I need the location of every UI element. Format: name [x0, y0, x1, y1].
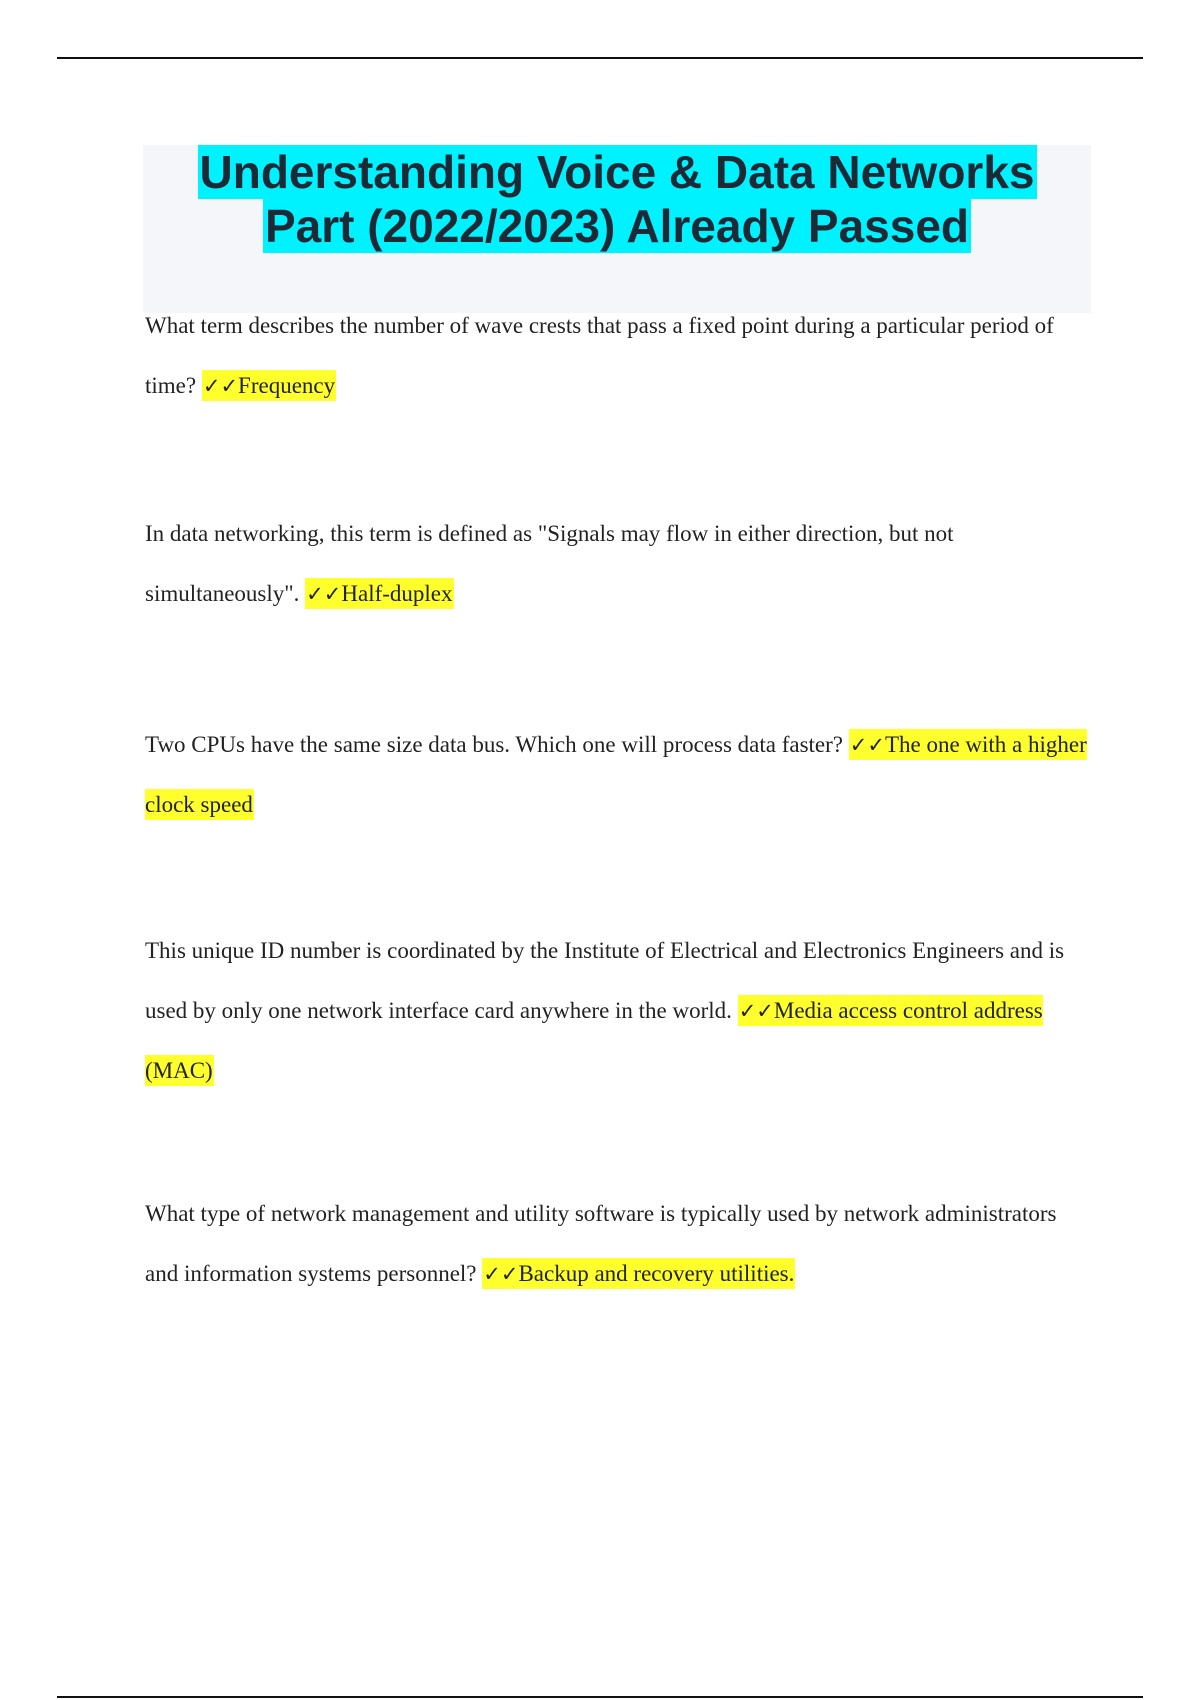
qa-item	[145, 921, 1095, 1101]
title-block	[143, 145, 1091, 313]
question-text: In data networking, this term is defined as "Signals may flow in either direction, but not simultaneously".	[145, 521, 954, 606]
double-check-icon: ✓✓	[483, 1262, 519, 1286]
answer-text: The one with a higher clock speed	[145, 732, 1087, 817]
qa-item	[145, 715, 1095, 835]
question-text: What term describes the number of wave crests that pass a fixed point during a particular period of time?	[145, 313, 1054, 398]
answer-text: Frequency	[238, 373, 336, 398]
answer-text: Half-duplex	[341, 581, 453, 606]
answer-text: Media access control address (MAC)	[145, 998, 1043, 1083]
qa-item	[145, 296, 1095, 416]
answer-text: Backup and recovery utilities.	[518, 1261, 795, 1286]
question-text: What type of network management and utility software is typically used by network administrators and information systems personnel?	[145, 1201, 1057, 1286]
title-line-1: Understanding Voice & Data Networks	[199, 146, 1035, 198]
question-text: Two CPUs have the same size data bus. Which one will process data faster?	[145, 732, 843, 757]
double-check-icon: ✓✓	[849, 733, 885, 757]
double-check-icon: ✓✓	[202, 374, 239, 398]
answer-highlight	[482, 1258, 795, 1289]
qa-item	[145, 1184, 1095, 1304]
title-line-2: Part (2022/2023) Already Passed	[264, 200, 970, 252]
double-check-icon: ✓✓	[738, 999, 774, 1023]
top-rule	[57, 57, 1143, 59]
answer-highlight	[202, 370, 336, 401]
bottom-rule	[57, 1696, 1143, 1698]
double-check-icon: ✓✓	[306, 582, 342, 606]
question-text: This unique ID number is coordinated by the Institute of Electrical and Electronics Engineers and is used by only one network interface card anywhere in the world.	[145, 938, 1065, 1023]
answer-highlight	[305, 578, 453, 609]
qa-item	[145, 504, 1095, 624]
